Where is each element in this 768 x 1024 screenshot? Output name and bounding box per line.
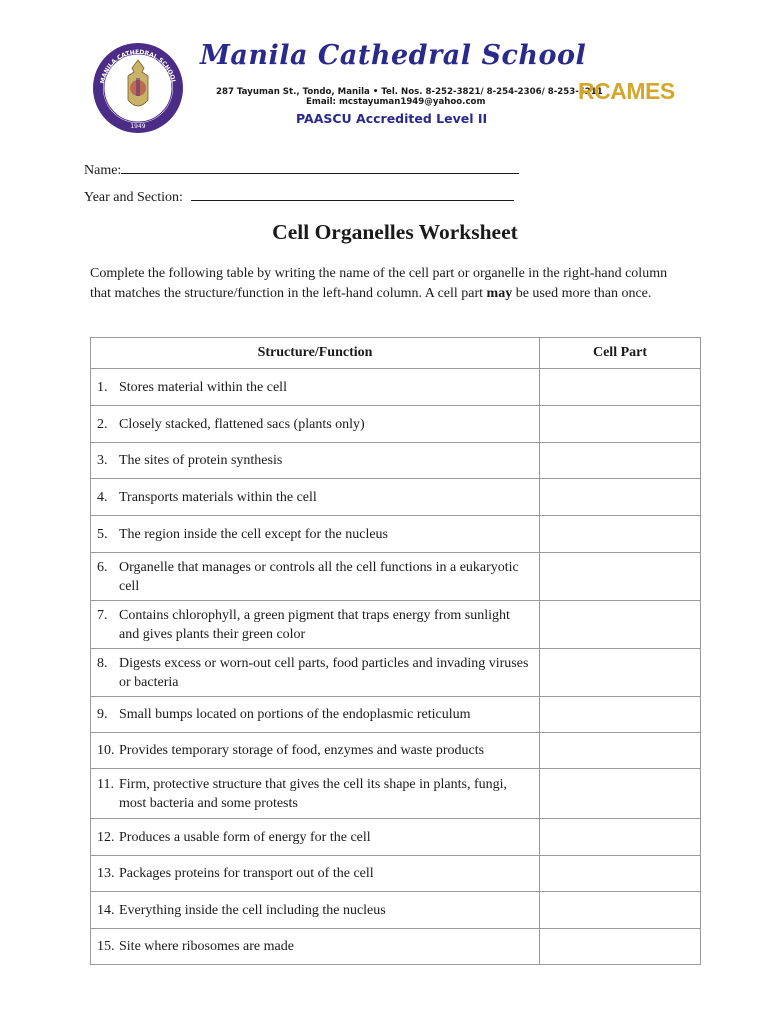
structure-function-cell <box>91 929 540 965</box>
structure-function-cell <box>91 406 540 443</box>
name-label: Name: <box>84 163 122 178</box>
item-text: Produces a usable form of energy for the cell <box>119 829 371 845</box>
school-seal-icon <box>92 42 184 134</box>
table-row <box>91 516 701 553</box>
item-number: 8. <box>97 655 108 671</box>
school-email: Email: mcstayuman1949@yahoo.com <box>306 97 486 107</box>
cell-part-answer[interactable] <box>540 553 701 601</box>
table-row <box>91 553 701 601</box>
item-text: Everything inside the cell including the nucleus <box>119 902 386 918</box>
item-number: 14. <box>97 902 115 918</box>
item-text: Digests excess or worn-out cell parts, food particles and invading viruses or bacteria <box>119 655 529 690</box>
table-row <box>91 769 701 819</box>
table-row <box>91 443 701 479</box>
table-row <box>91 819 701 856</box>
cell-part-answer[interactable] <box>540 406 701 443</box>
instructions-text-1: Complete the following table by writing the name of the cell part or organelle in the right-hand column that matches the structure/function in the left-hand column. A cell part <box>90 266 668 301</box>
seal-text: MANILA CATHEDRAL SCHOOL <box>99 48 177 85</box>
item-number: 6. <box>97 559 108 575</box>
cell-part-answer[interactable] <box>540 819 701 856</box>
item-text: Site where ribosomes are made <box>119 939 294 954</box>
item-text: Closely stacked, flattened sacs (plants only) <box>119 416 365 432</box>
cell-part-answer[interactable] <box>540 697 701 733</box>
item-number: 12. <box>97 829 115 845</box>
cell-part-answer[interactable] <box>540 929 701 965</box>
item-number: 2. <box>97 416 108 432</box>
instructions-text-2: be used more than once. <box>512 285 652 301</box>
cell-part-answer[interactable] <box>540 369 701 406</box>
table-row <box>91 856 701 892</box>
item-number: 13. <box>97 866 115 881</box>
school-address: 287 Tayuman St., Tondo, Manila • Tel. Nos. 8-252-3821/ 8-254-2306/ 8-253-5211 <box>216 87 603 97</box>
item-text: Packages proteins for transport out of the cell <box>119 866 374 881</box>
cell-part-answer[interactable] <box>540 892 701 929</box>
item-text: Contains chlorophyll, a green pigment that traps energy from sunlight and gives plants their green color <box>119 607 510 642</box>
cell-part-answer[interactable] <box>540 649 701 697</box>
table-row <box>91 649 701 697</box>
structure-function-cell <box>91 369 540 406</box>
name-blank[interactable] <box>121 161 519 174</box>
cell-part-answer[interactable] <box>540 601 701 649</box>
rcames-logo: RCAMES <box>578 78 675 104</box>
table-row <box>91 369 701 406</box>
structure-function-cell <box>91 479 540 516</box>
cell-part-answer[interactable] <box>540 516 701 553</box>
item-number: 5. <box>97 526 108 542</box>
table-row <box>91 479 701 516</box>
instructions-bold: may <box>486 285 513 301</box>
structure-function-cell <box>91 649 540 697</box>
cell-part-answer[interactable] <box>540 856 701 892</box>
table-row <box>91 929 701 965</box>
item-number: 10. <box>97 743 115 758</box>
table-header-row <box>91 338 701 369</box>
item-number: 11. <box>97 776 114 792</box>
instructions <box>90 264 690 303</box>
table-row <box>91 892 701 929</box>
table-row <box>91 406 701 443</box>
cell-part-answer[interactable] <box>540 479 701 516</box>
table-row <box>91 601 701 649</box>
structure-function-cell <box>91 443 540 479</box>
table-row <box>91 697 701 733</box>
item-text: Stores material within the cell <box>119 379 287 395</box>
structure-function-cell <box>91 892 540 929</box>
item-number: 9. <box>97 707 108 722</box>
school-letterhead <box>84 30 686 146</box>
cell-part-answer[interactable] <box>540 769 701 819</box>
section-label: Year and Section: <box>84 190 183 205</box>
seal-year: 1949 <box>130 123 146 130</box>
organelles-table <box>90 337 701 965</box>
item-text: Provides temporary storage of food, enzymes and waste products <box>119 743 485 758</box>
structure-function-cell <box>91 516 540 553</box>
item-number: 7. <box>97 607 108 623</box>
school-name: Manila Cathedral School <box>200 40 587 71</box>
section-blank[interactable] <box>191 188 514 201</box>
structure-function-cell <box>91 697 540 733</box>
header-cell-part: Cell Part <box>540 338 701 369</box>
item-text: Firm, protective structure that gives the cell its shape in plants, fungi, most bacteria and some protests <box>119 776 508 811</box>
worksheet-title: Cell Organelles Worksheet <box>272 220 518 244</box>
name-field <box>84 161 519 179</box>
structure-function-cell <box>91 733 540 769</box>
structure-function-cell <box>91 819 540 856</box>
cell-part-answer[interactable] <box>540 443 701 479</box>
structure-function-cell <box>91 856 540 892</box>
item-text: Small bumps located on portions of the endoplasmic reticulum <box>119 707 471 722</box>
item-text: Transports materials within the cell <box>119 489 317 505</box>
item-number: 15. <box>97 939 115 954</box>
item-text: The sites of protein synthesis <box>119 453 283 468</box>
item-text: The region inside the cell except for the nucleus <box>119 526 389 542</box>
accreditation-text: PAASCU Accredited Level II <box>296 111 488 126</box>
table-row <box>91 733 701 769</box>
item-text: Organelle that manages or controls all the cell functions in a eukaryotic cell <box>119 559 519 594</box>
item-number: 4. <box>97 489 108 505</box>
structure-function-cell <box>91 769 540 819</box>
header-structure-function: Structure/Function <box>91 338 540 369</box>
structure-function-cell <box>91 553 540 601</box>
item-number: 3. <box>97 453 108 468</box>
cell-part-answer[interactable] <box>540 733 701 769</box>
item-number: 1. <box>97 379 108 395</box>
section-field <box>84 188 514 206</box>
structure-function-cell <box>91 601 540 649</box>
